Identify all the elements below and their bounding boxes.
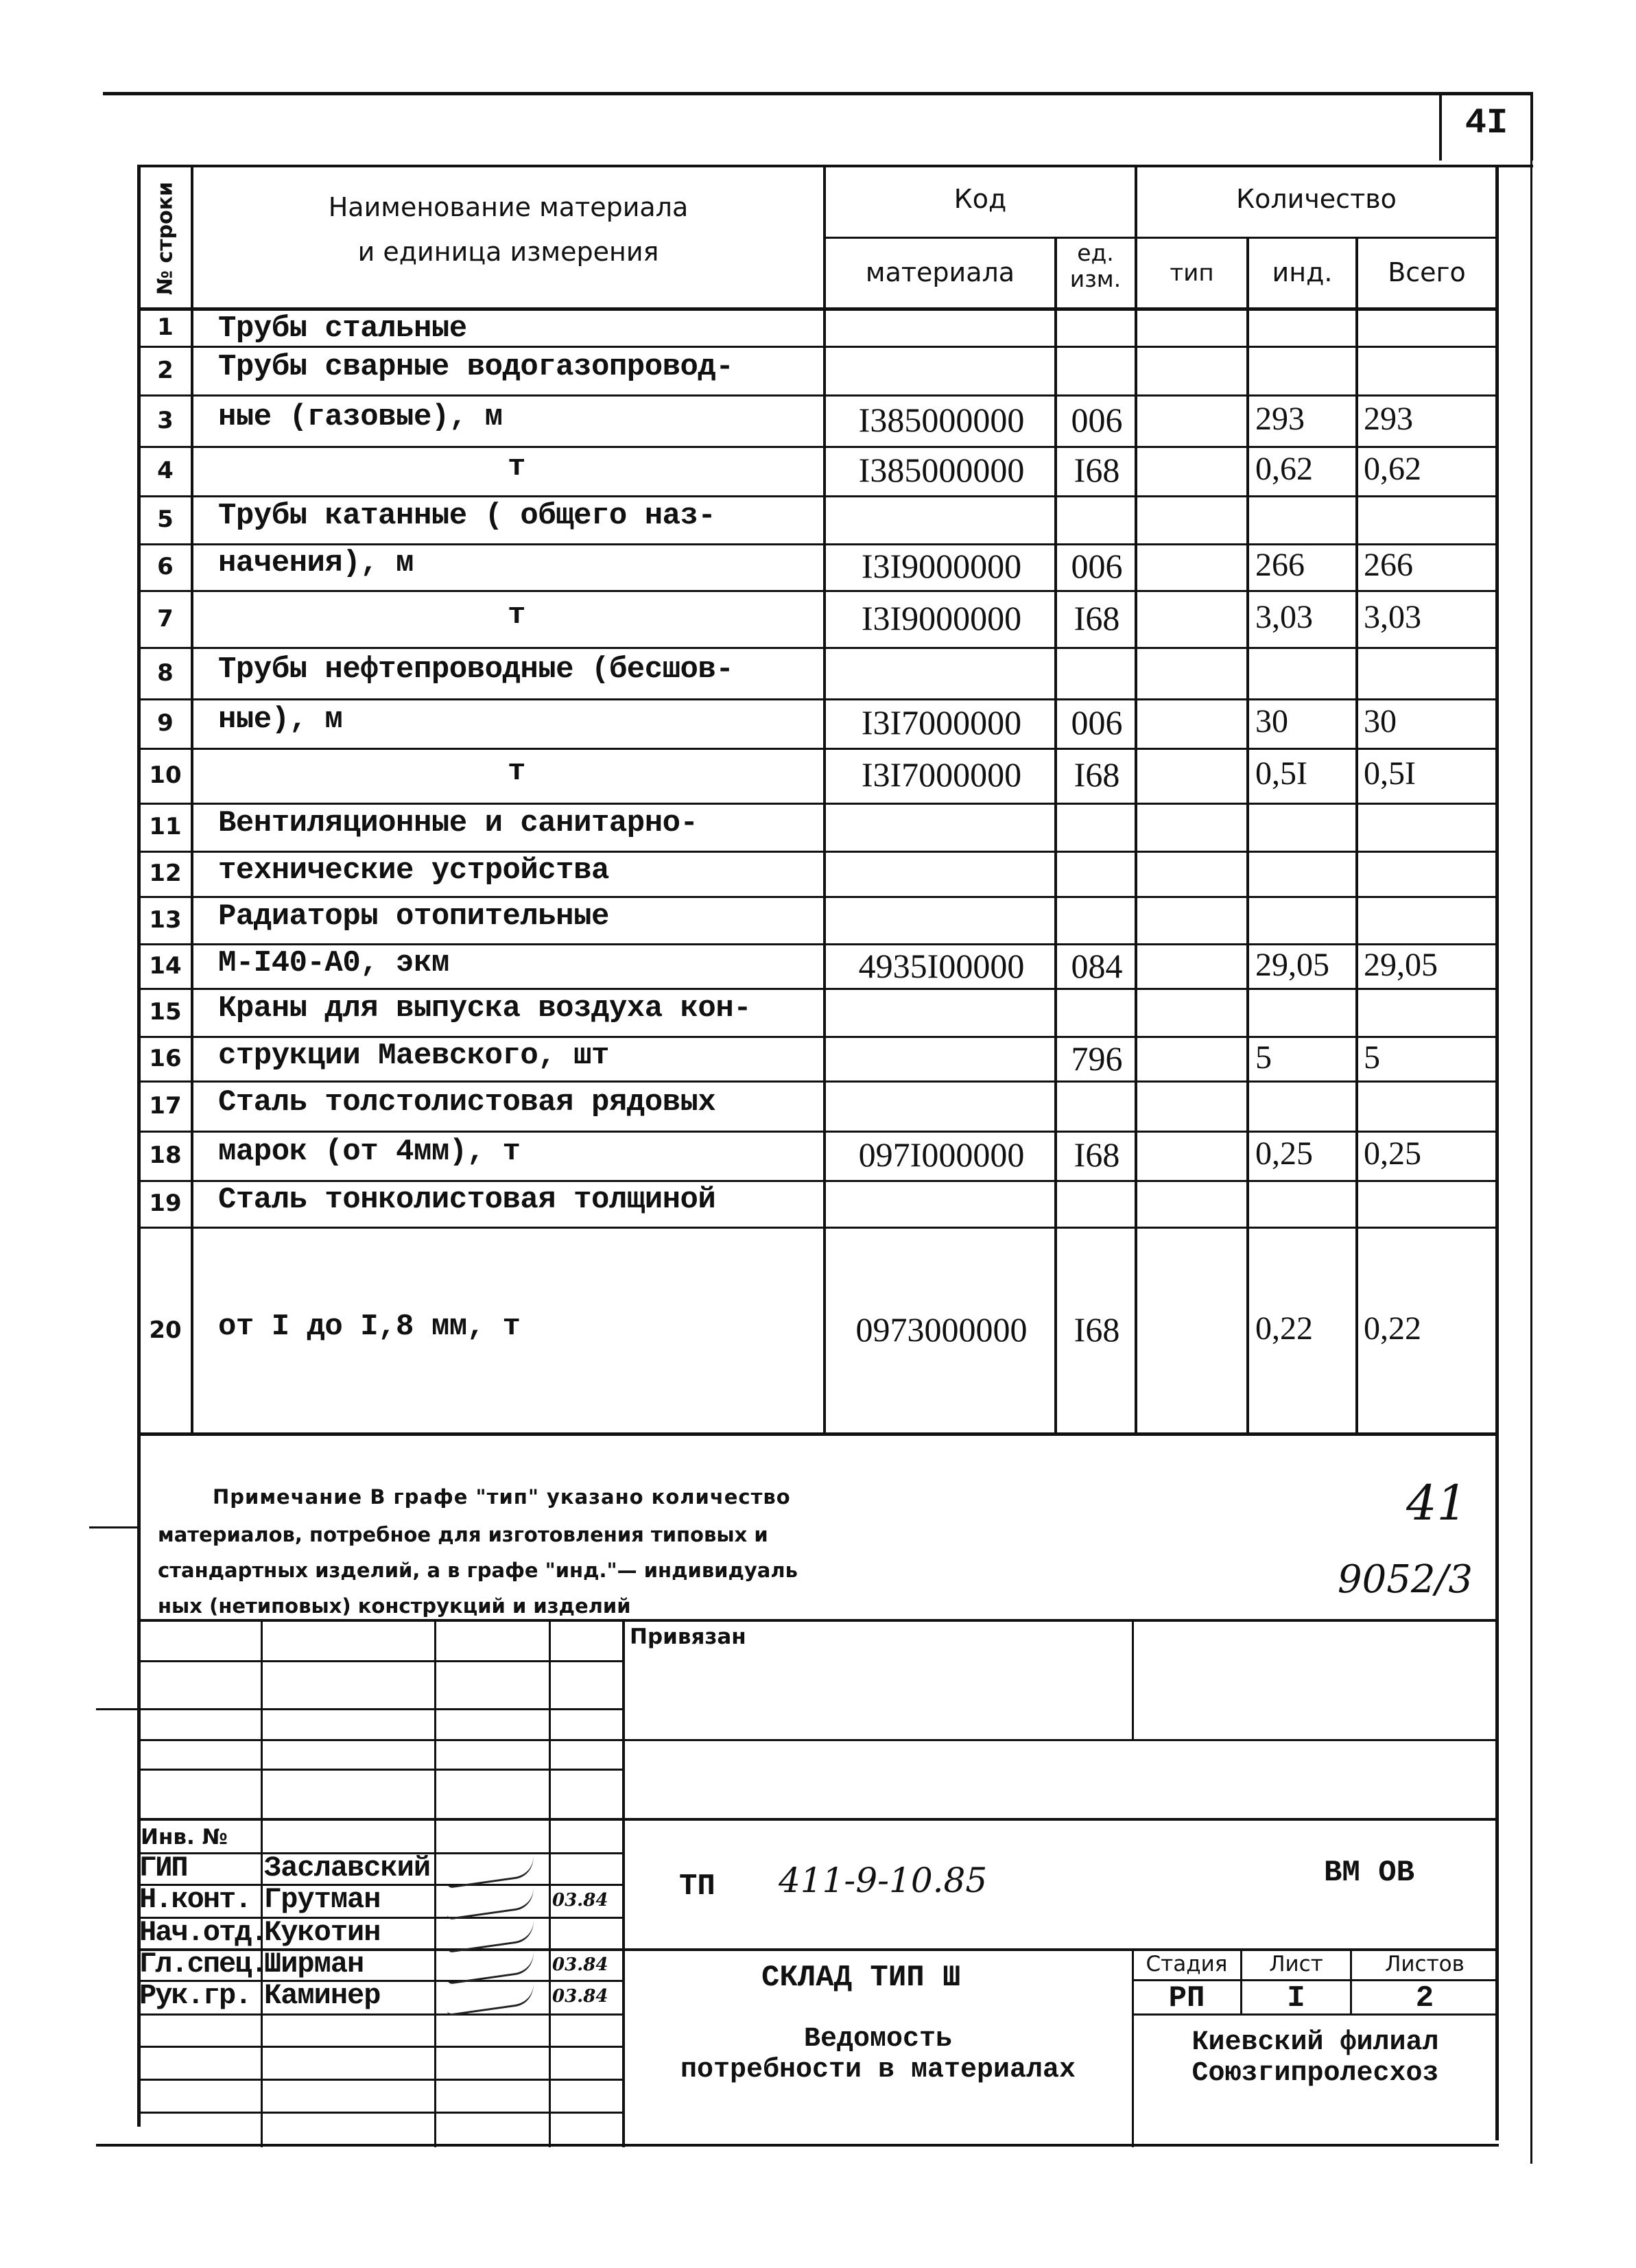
row-number: 13 bbox=[149, 906, 182, 934]
material-name: струкции Маевского, шт bbox=[218, 1039, 609, 1073]
code-unit-header: ед. изм. bbox=[1069, 239, 1122, 292]
col-line-typ bbox=[1246, 237, 1249, 1435]
material-name: технические устройства bbox=[218, 853, 609, 888]
material-name: марок (от 4мм), т bbox=[218, 1135, 521, 1169]
material-name: М-I40-А0, экм bbox=[218, 946, 449, 980]
left-tick-1 bbox=[89, 1526, 141, 1528]
qty-ind: 5 bbox=[1255, 1039, 1272, 1076]
qty-ind: 266 bbox=[1255, 547, 1305, 583]
sheets-value: 2 bbox=[1415, 1981, 1434, 2016]
col-line-name bbox=[823, 165, 826, 1435]
doc-title-line1: Ведомость bbox=[803, 2024, 953, 2055]
qty-total: 293 bbox=[1364, 400, 1413, 437]
row-number: 3 bbox=[157, 406, 174, 434]
material-name: Краны для выпуска воздуха кон- bbox=[218, 991, 752, 1026]
material-code: 4935I00000 bbox=[858, 947, 1025, 985]
row-number: 9 bbox=[157, 709, 174, 737]
material-name: начения), м bbox=[218, 546, 414, 580]
qty-ind-header: инд. bbox=[1272, 257, 1333, 287]
row-number-header: № строки bbox=[153, 181, 178, 296]
staff-date: 03.84 bbox=[552, 1954, 608, 1975]
row-number: 5 bbox=[157, 506, 174, 533]
note-line-1: Примечание В графе "тип" указано количество bbox=[213, 1485, 791, 1509]
frame-outer-right-line bbox=[1530, 161, 1532, 2164]
top-border-line bbox=[103, 92, 1533, 95]
note-line-4: ных (нетиповых) конструкций и изделий bbox=[158, 1594, 631, 1618]
material-name: Радиаторы отопительные bbox=[218, 899, 609, 934]
privyazan-label: Привязан bbox=[630, 1625, 746, 1649]
unit-code: I68 bbox=[1074, 1135, 1120, 1174]
material-name: т bbox=[508, 755, 526, 789]
row-separator bbox=[137, 495, 1499, 497]
frame-right-line bbox=[1495, 165, 1499, 2140]
tp-number: 411-9-10.85 bbox=[779, 1861, 988, 1900]
material-name: ные (газовые), м bbox=[218, 399, 503, 434]
row-number: 2 bbox=[157, 356, 174, 384]
row-separator bbox=[137, 543, 1499, 545]
signature-mark bbox=[444, 1887, 536, 1920]
qty-ind: 0,25 bbox=[1255, 1135, 1313, 1172]
row-number: 1 bbox=[157, 314, 174, 341]
staff-line-9 bbox=[137, 2112, 624, 2114]
col-line-unit bbox=[1135, 165, 1137, 1435]
qty-total: 5 bbox=[1364, 1039, 1380, 1076]
unit-code: 084 bbox=[1071, 947, 1123, 985]
unit-code: I68 bbox=[1074, 755, 1120, 794]
organization-line2: Союзгипролесхоз bbox=[1192, 2058, 1439, 2089]
material-name: Трубы сварные водогазопровод- bbox=[218, 349, 734, 384]
row-separator bbox=[137, 590, 1499, 592]
sheets-label: Листов bbox=[1385, 1952, 1465, 1976]
row-separator bbox=[137, 346, 1499, 348]
sheet-value: I bbox=[1287, 1981, 1305, 2016]
qty-typ-header: тип bbox=[1170, 259, 1214, 287]
row-separator bbox=[137, 803, 1499, 805]
stamp-col-3 bbox=[549, 1619, 551, 2147]
material-code: I385000000 bbox=[858, 451, 1025, 489]
material-code: I3I9000000 bbox=[861, 547, 1022, 585]
col-line-rownum bbox=[191, 165, 193, 1435]
row-number: 10 bbox=[149, 761, 182, 789]
material-name: Вентиляционные и санитарно- bbox=[218, 806, 698, 840]
inventory-number-label: Инв. № bbox=[141, 1825, 228, 1850]
row-separator bbox=[137, 1036, 1499, 1038]
qty-total-header: Всего bbox=[1388, 257, 1466, 287]
row-separator bbox=[137, 1180, 1499, 1182]
qty-total: 0,62 bbox=[1364, 451, 1421, 487]
staff-name: Заславский bbox=[264, 1852, 431, 1885]
stage-grid-left bbox=[1132, 1948, 1134, 2147]
qty-ind: 0,22 bbox=[1255, 1310, 1313, 1347]
qty-total: 30 bbox=[1364, 703, 1397, 740]
material-name: Сталь тонколистовая толщиной bbox=[218, 1183, 716, 1217]
quantity-header: Количество bbox=[1236, 184, 1397, 214]
material-name: ные), м bbox=[218, 702, 343, 737]
material-name: Сталь толстолистовая рядовых bbox=[218, 1085, 716, 1120]
unit-code: 006 bbox=[1071, 400, 1123, 439]
qty-total: 0,25 bbox=[1364, 1135, 1421, 1172]
header-subline bbox=[823, 237, 1499, 239]
row-number: 14 bbox=[149, 952, 182, 980]
row-number: 11 bbox=[149, 813, 182, 840]
staff-role: ГИП bbox=[139, 1852, 187, 1885]
row-number: 17 bbox=[149, 1091, 182, 1120]
staff-name: Грутман bbox=[264, 1883, 381, 1916]
qty-total: 0,22 bbox=[1364, 1310, 1421, 1347]
name-header-line1: Наименование материала bbox=[328, 192, 689, 222]
staff-role: Н.конт. bbox=[139, 1883, 251, 1916]
row-separator bbox=[137, 647, 1499, 649]
qty-total: 0,5I bbox=[1364, 755, 1416, 792]
document-code: ВМ ОВ bbox=[1324, 1856, 1415, 1890]
sheet-number: 4I bbox=[1465, 103, 1508, 143]
stage-label: Стадия bbox=[1146, 1952, 1228, 1976]
sheet-number-box-left bbox=[1439, 92, 1442, 161]
organization-line1: Киевский филиал bbox=[1192, 2027, 1439, 2058]
sheet-label: Лист bbox=[1269, 1952, 1323, 1976]
material-name: от I до I,8 мм, т bbox=[218, 1310, 521, 1344]
staff-line-8 bbox=[137, 2079, 624, 2081]
unit-code: I68 bbox=[1074, 598, 1120, 637]
qty-ind: 30 bbox=[1255, 703, 1288, 740]
note-line-2: материалов, потребное для изготовления типовых и bbox=[158, 1523, 768, 1546]
note-line-3: стандартных изделий, а в графе "инд."— индивидуаль bbox=[158, 1559, 798, 1582]
qty-total: 29,05 bbox=[1364, 947, 1438, 983]
tp-label: ТП bbox=[679, 1869, 715, 1904]
row-separator bbox=[137, 943, 1499, 945]
row-separator bbox=[137, 698, 1499, 700]
material-name: Трубы нефтепроводные (бесшов- bbox=[218, 652, 734, 687]
qty-ind: 0,5I bbox=[1255, 755, 1307, 792]
row-number: 8 bbox=[157, 659, 174, 687]
handwritten-archive-number: 9052/3 bbox=[1338, 1557, 1473, 1602]
table-bottom-line bbox=[137, 1432, 1499, 1436]
material-code: 097I000000 bbox=[858, 1135, 1025, 1174]
sheet-number-box-right bbox=[1530, 92, 1533, 161]
unit-code: 796 bbox=[1071, 1039, 1123, 1078]
name-header-line2: и единица измерения bbox=[357, 237, 659, 267]
staff-role: Гл.спец. bbox=[139, 1948, 267, 1981]
stamp-col-5 bbox=[1132, 1619, 1134, 1739]
row-number: 12 bbox=[149, 860, 182, 887]
header-bottom-line bbox=[137, 307, 1499, 311]
handwritten-sheet-number: 41 bbox=[1406, 1475, 1468, 1531]
object-name: СКЛАД ТИП Ш bbox=[761, 1961, 961, 1995]
stage-value: РП bbox=[1168, 1981, 1205, 2016]
table-top-line bbox=[137, 165, 1533, 167]
qty-ind: 29,05 bbox=[1255, 947, 1329, 983]
row-separator bbox=[137, 394, 1499, 397]
unit-code: I68 bbox=[1074, 1310, 1120, 1349]
row-number: 16 bbox=[149, 1044, 182, 1072]
row-separator bbox=[137, 748, 1499, 750]
staff-name: Каминер bbox=[264, 1979, 381, 2012]
unit-code: 006 bbox=[1071, 547, 1123, 585]
material-name: Трубы стальные bbox=[218, 311, 467, 346]
unit-code: 006 bbox=[1071, 703, 1123, 742]
staff-role: Рук.гр. bbox=[139, 1979, 251, 2012]
qty-ind: 0,62 bbox=[1255, 451, 1313, 487]
material-code: I385000000 bbox=[858, 400, 1025, 439]
unit-code: I68 bbox=[1074, 451, 1120, 489]
material-code: I3I9000000 bbox=[861, 598, 1022, 637]
material-code: I3I7000000 bbox=[861, 755, 1022, 794]
stamp-line-b bbox=[96, 1708, 624, 1710]
col-line-ind bbox=[1355, 237, 1358, 1435]
row-separator bbox=[137, 851, 1499, 853]
qty-ind: 293 bbox=[1255, 400, 1305, 437]
staff-line-7 bbox=[137, 2046, 624, 2048]
col-line-code bbox=[1054, 237, 1057, 1435]
row-number: 20 bbox=[149, 1316, 182, 1344]
row-separator bbox=[137, 446, 1499, 448]
stage-grid-col2 bbox=[1350, 1948, 1352, 2013]
stamp-col-2 bbox=[434, 1619, 436, 2147]
staff-role: Нач.отд. bbox=[139, 1916, 267, 1949]
material-code: 0973000000 bbox=[855, 1310, 1028, 1349]
row-number: 6 bbox=[157, 553, 174, 580]
stamp-line-a bbox=[137, 1660, 624, 1662]
row-separator bbox=[137, 1080, 1499, 1083]
stamp-top-line bbox=[137, 1619, 1499, 1622]
row-separator bbox=[137, 988, 1499, 990]
material-name: Трубы катанные ( общего наз- bbox=[218, 499, 716, 533]
material-code: I3I7000000 bbox=[861, 703, 1022, 742]
signature-mark bbox=[444, 1983, 536, 2016]
row-separator bbox=[137, 1227, 1499, 1229]
staff-name: Ширман bbox=[264, 1948, 364, 1981]
doc-title-line2: потребности в материалах bbox=[680, 2055, 1076, 2086]
stage-grid-col1 bbox=[1240, 1948, 1242, 2013]
material-name: т bbox=[508, 598, 526, 633]
staff-date: 03.84 bbox=[552, 1986, 608, 2007]
row-number: 19 bbox=[149, 1190, 182, 1217]
row-separator bbox=[137, 896, 1499, 898]
stamp-line-c bbox=[137, 1739, 1499, 1741]
qty-ind: 3,03 bbox=[1255, 598, 1313, 635]
staff-line-6 bbox=[137, 2013, 624, 2016]
code-material-header: материала bbox=[865, 257, 1015, 287]
stamp-col-1 bbox=[261, 1619, 263, 2147]
row-separator bbox=[137, 1131, 1499, 1133]
row-number: 15 bbox=[149, 998, 182, 1026]
staff-date: 03.84 bbox=[552, 1890, 608, 1911]
row-number: 4 bbox=[157, 457, 174, 484]
stamp-line-d bbox=[137, 1769, 624, 1771]
qty-total: 266 bbox=[1364, 547, 1413, 583]
row-number: 18 bbox=[149, 1142, 182, 1169]
row-number: 7 bbox=[157, 604, 174, 633]
code-header: Код bbox=[953, 184, 1007, 214]
stamp-bottom-line bbox=[96, 2144, 1499, 2147]
material-name: т bbox=[508, 450, 526, 484]
stamp-line-e bbox=[137, 1818, 1499, 1821]
qty-total: 3,03 bbox=[1364, 598, 1421, 635]
staff-name: Кукотин bbox=[264, 1916, 381, 1949]
